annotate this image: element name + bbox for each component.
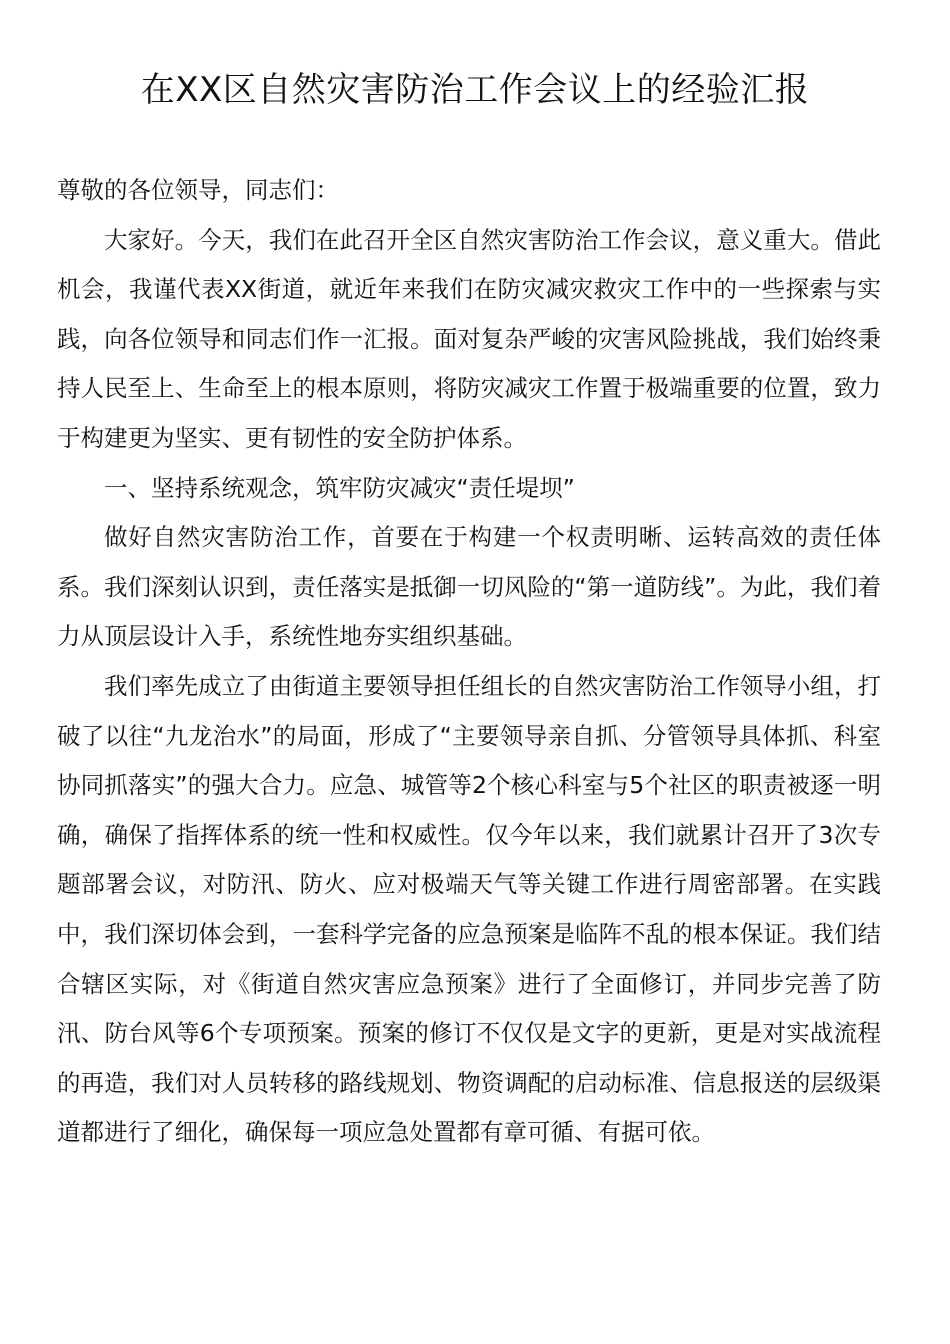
paragraph-opening: 大家好。今天，我们在此召开全区自然灾害防治工作会议，意义重大。借此机会，我谨代表XX街道，就近年来我们在防灾减灾救灾工作中的一些探索与实践，向各位领导和同志们作一汇报。面对复杂严峻的灾害风险挑战，我们始终秉持人民至上、生命至上的根本原则，将防灾减灾工作置于极端重要的位置，致力于构建更为坚实、更有韧性的安全防护体系。 bbox=[57, 225, 881, 452]
document-body bbox=[57, 166, 881, 1158]
paragraph-leadership-group: 我们率先成立了由街道主要领导担任组长的自然灾害防治工作领导小组，打破了以往“九龙治水”的局面，形成了“主要领导亲自抓、分管领导具体抓、科室协同抓落实”的强大合力。应急、城管等2个核心科室与5个社区的职责被逐一明确，确保了指挥体系的统一性和权威性。仅今年以来，我们就累计召开了3次专题部署会议，对防汛、防火、应对极端天气等关键工作进行周密部署。在实践中，我们深切体会到，一套科学完备的应急预案是临阵不乱的根本保证。我们结合辖区实际，对《街道自然灾害应急预案》进行了全面修订，并同步完善了防汛、防台风等6个专项预案。预案的修订不仅仅是文字的更新，更是对实战流程的再造，我们对人员转移的路线规划、物资调配的启动标准、信息报送的层级渠道都进行了细化，确保每一项应急处置都有章可循、有据可依。 bbox=[57, 671, 881, 1147]
document-title: 在XX区自然灾害防治工作会议上的经验汇报 bbox=[140, 70, 810, 110]
paragraph-responsibility: 做好自然灾害防治工作，首要在于构建一个权责明晰、运转高效的责任体系。我们深刻认识到，责任落实是抵御一切风险的“第一道防线”。为此，我们着力从顶层设计入手，系统性地夯实组织基础。 bbox=[57, 523, 881, 651]
section-heading-1: 一、坚持系统观念，筑牢防灾减灾“责任堤坝” bbox=[104, 473, 575, 502]
salutation: 尊敬的各位领导，同志们： bbox=[57, 176, 339, 204]
